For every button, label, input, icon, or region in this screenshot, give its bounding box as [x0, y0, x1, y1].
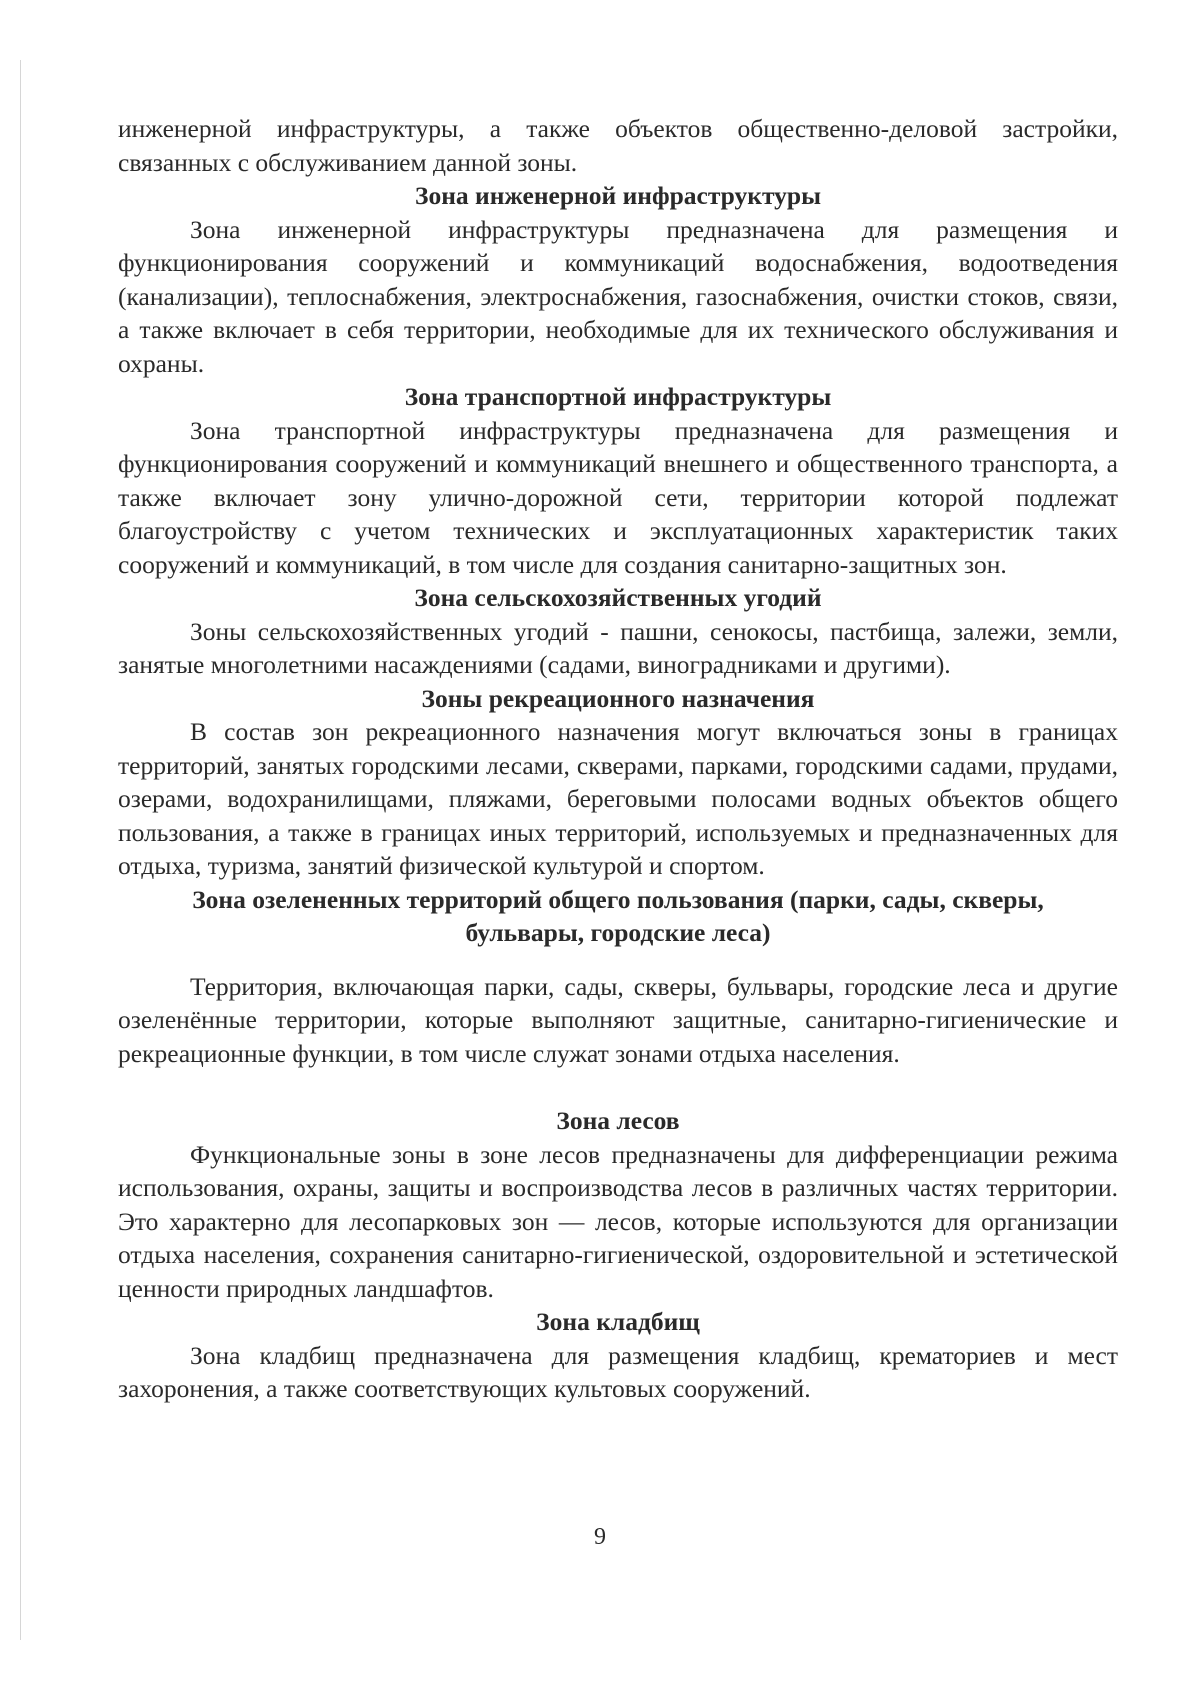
body-paragraph: Зона инженерной инфраструктуры предназначена для размещения и функционирования сооружений и коммуникаций водоснабжения, водоотведения (канализации), теплоснабжения, электроснабжения, газоснабжения, очистки стоков, связи, а также включает в себя территории, необходимые для их технического обслуживания и охраны. — [118, 214, 1118, 378]
document-page — [118, 112, 1118, 1406]
body-paragraph: Зона кладбищ предназначена для размещения кладбищ, крематориев и мест захоронения, а также соответствующих культовых сооружений. — [118, 1340, 1118, 1403]
section-heading: Зоны рекреационного назначения — [421, 683, 815, 713]
section-heading: Зона кладбищ — [536, 1307, 700, 1336]
body-paragraph: Функциональные зоны в зоне лесов предназначены для дифференциации режима использования, охраны, защиты и воспроизводства лесов в различных частях территории. Это характерно для лесопарковых зон — лесов, которые используются для организации отдыха населения, сохранения санитарно-гигиенической, оздоровительной и эстетической ценности природных ландшафтов. — [118, 1139, 1118, 1303]
section-heading: Зона озелененных территорий общего пользования (парки, сады, скверы, бульвары, городские леса) — [192, 884, 1044, 947]
scan-margin-line — [20, 60, 21, 1640]
body-paragraph: В состав зон рекреационного назначения могут включаться зоны в границах территорий, занятых городскими лесами, скверами, парками, городскими садами, прудами, озерами, водохранилищами, пляжами, береговыми полосами водных объектов общего пользования, а также в границах иных территорий, используемых и предназначенных для отдыха, туризма, занятий физической культурой и спортом. — [118, 717, 1118, 880]
body-paragraph: Зона транспортной инфраструктуры предназначена для размещения и функционирования сооружений и коммуникаций внешнего и общественного транспорта, а также включает зону улично-дорожной сети, территории которой подлежат благоустройству с учетом технических и эксплуатационных характеристик таких сооружений и коммуникаций, в том числе для создания санитарно-защитных зон. — [118, 415, 1118, 579]
section-heading: Зона инженерной инфраструктуры — [414, 181, 822, 210]
section-heading: Зона сельскохозяйственных угодий — [414, 583, 822, 612]
section-heading: Зона лесов — [556, 1106, 680, 1135]
body-paragraph: Территория, включающая парки, сады, скверы, бульвары, городские леса и другие озеленённые территории, которые выполняют защитные, санитарно-гигиенические и рекреационные функции, в том числе служат зонами отдыха населения. — [118, 971, 1118, 1068]
page-number: 9 — [594, 1524, 606, 1550]
body-paragraph: инженерной инфраструктуры, а также объектов общественно-деловой застройки, связанных с обслуживанием данной зоны. — [118, 114, 1118, 177]
section-heading: Зона транспортной инфраструктуры — [404, 382, 832, 411]
body-paragraph: Зоны сельскохозяйственных угодий - пашни, сенокосы, пастбища, залежи, земли, занятые многолетними насаждениями (садами, виноградниками и другими). — [118, 616, 1118, 679]
